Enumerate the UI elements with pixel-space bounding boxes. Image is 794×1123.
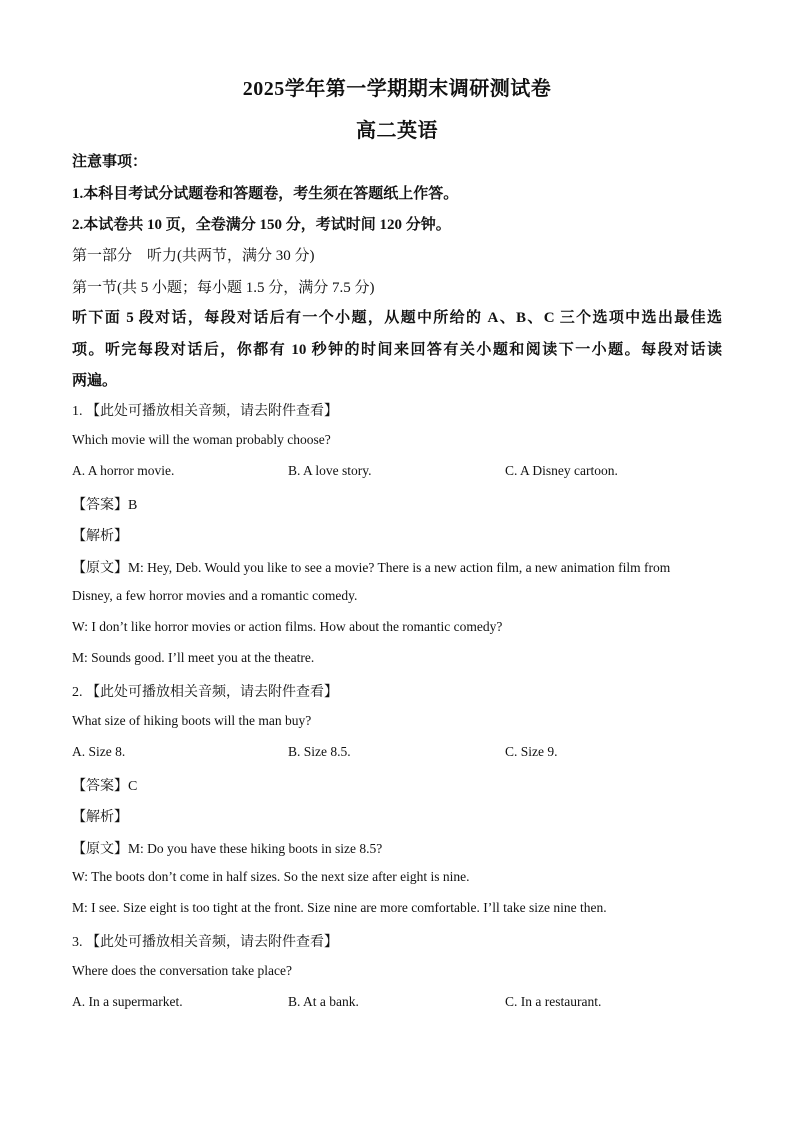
transcript-label: 【原文】	[72, 842, 128, 857]
answer-label: 【答案】	[72, 779, 128, 794]
q3-option-b: B. At a bank.	[288, 994, 359, 1009]
q1-option-c: C. A Disney cartoon.	[505, 463, 618, 478]
q3-option-c: C. In a restaurant.	[505, 994, 602, 1009]
q2-option-b: B. Size 8.5.	[288, 744, 351, 759]
section1-heading: 第一节(共 5 小题；每小题 1.5 分，满分 7.5 分)	[72, 280, 375, 296]
q3-option-a: A. In a supermarket.	[72, 994, 183, 1009]
transcript-text: M: Do you have these hiking boots in size 8.5?	[128, 841, 383, 856]
q2-transcript-line-1	[72, 838, 382, 858]
instructions-line-1: 听下面 5 段对话，每段对话后有一个小题，从题中所给的 A、B、C 三个选项中选出最佳选	[72, 310, 722, 326]
notes-heading: 注意事项：	[72, 154, 148, 170]
question-number: 3.	[72, 935, 83, 950]
q1-option-b: B. A love story.	[288, 463, 372, 478]
audio-placeholder: 【此处可播放相关音频，请去附件查看】	[86, 404, 338, 419]
q2-option-c: C. Size 9.	[505, 744, 558, 759]
question-2-header	[72, 681, 338, 701]
question-1-stem: Which movie will the woman probably choose?	[72, 432, 331, 447]
question-number: 1.	[72, 404, 83, 419]
instructions-line-3: 两遍。	[72, 373, 118, 389]
notes-item-2: 2.本试卷共 10 页，全卷满分 150 分，考试时间 120 分钟。	[72, 217, 451, 233]
audio-placeholder: 【此处可播放相关音频，请去附件查看】	[86, 935, 338, 950]
transcript-text: M: Hey, Deb. Would you like to see a movie? There is a new action film, a new animation film from	[128, 560, 671, 575]
q1-transcript-line-4: M: Sounds good. I’ll meet you at the theatre.	[72, 650, 315, 665]
part1-heading: 第一部分 听力(共两节，满分 30 分)	[72, 248, 315, 264]
question-3-header	[72, 931, 338, 951]
q2-answer	[72, 775, 137, 795]
instructions-line-2: 项。听完每段对话后，你都有 10 秒钟的时间来回答有关小题和阅读下一小题。每段对话读	[72, 342, 722, 358]
q1-analysis-label: 【解析】	[72, 529, 128, 544]
question-3-stem: Where does the conversation take place?	[72, 963, 293, 978]
transcript-label: 【原文】	[72, 561, 128, 576]
audio-placeholder: 【此处可播放相关音频，请去附件查看】	[86, 685, 338, 700]
answer-value: B	[128, 498, 138, 513]
q2-analysis-label: 【解析】	[72, 810, 128, 825]
question-number: 2.	[72, 685, 83, 700]
answer-value: C	[128, 779, 138, 794]
question-2-stem: What size of hiking boots will the man buy?	[72, 713, 312, 728]
notes-item-1: 1.本科目考试分试题卷和答题卷，考生须在答题纸上作答。	[72, 186, 459, 202]
q1-transcript-line-1	[72, 557, 670, 577]
exam-subject: 高二英语	[356, 120, 438, 142]
question-1-header	[72, 400, 338, 420]
exam-title: 2025学年第一学期期末调研测试卷	[242, 78, 552, 100]
q2-transcript-line-2: W: The boots don’t come in half sizes. So the next size after eight is nine.	[72, 869, 470, 884]
q1-transcript-line-2: Disney, a few horror movies and a romantic comedy.	[72, 588, 358, 603]
answer-label: 【答案】	[72, 498, 128, 513]
q1-transcript-line-3: W: I don’t like horror movies or action films. How about the romantic comedy?	[72, 619, 503, 634]
q2-transcript-line-3: M: I see. Size eight is too tight at the front. Size nine are more comfortable. I’ll take size nine then.	[72, 900, 607, 915]
q1-answer	[72, 494, 137, 514]
q2-option-a: A. Size 8.	[72, 744, 126, 759]
q1-option-a: A. A horror movie.	[72, 463, 175, 478]
